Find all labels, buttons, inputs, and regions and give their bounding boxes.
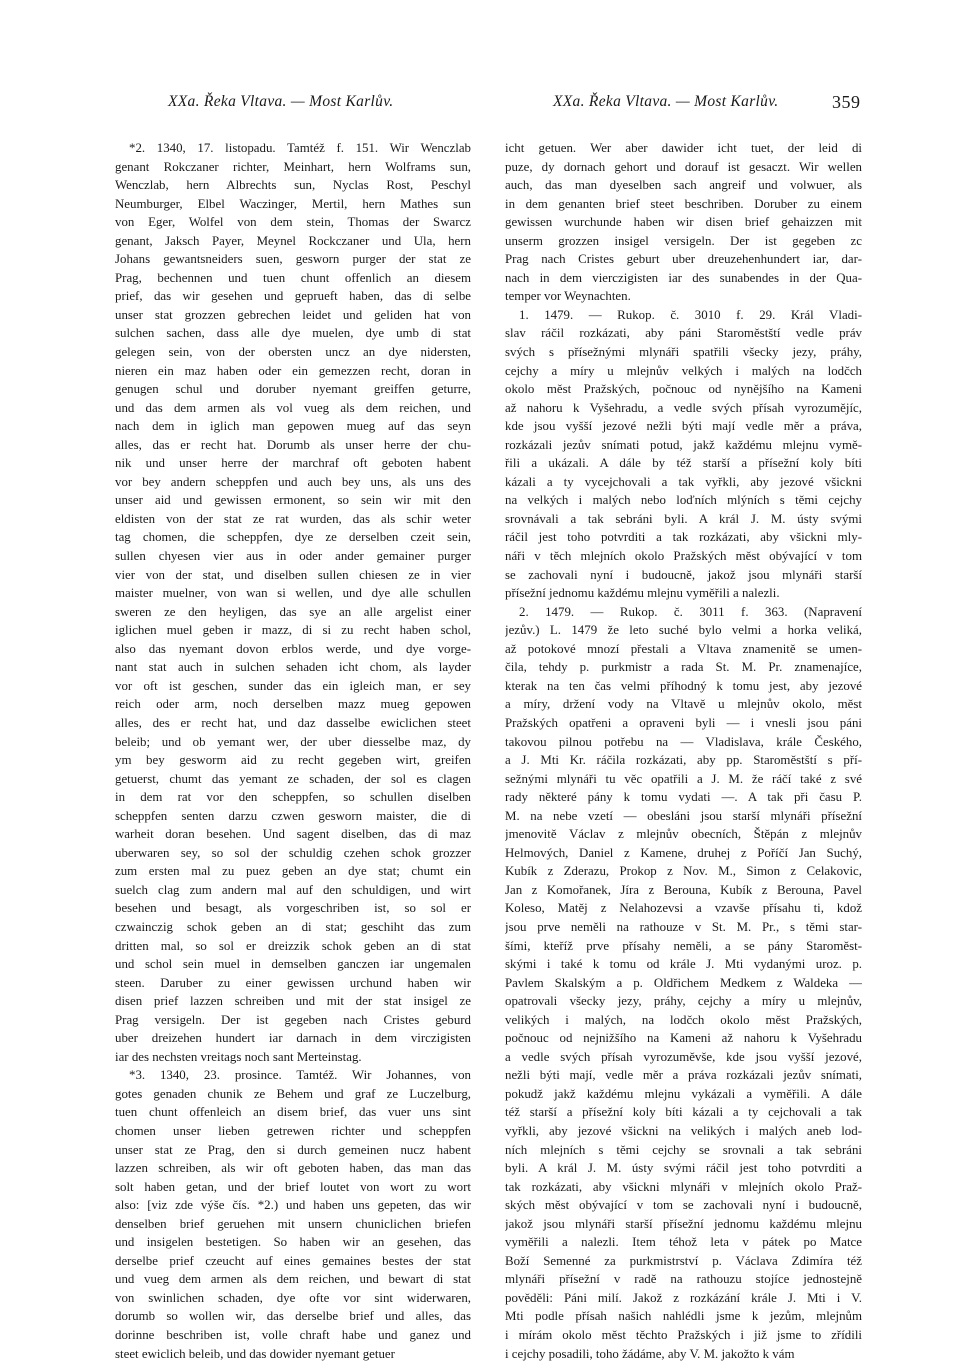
text-line: jsou prve neměli na rathouze v St. M. Pr., s těmi star- <box>505 919 862 934</box>
text-line: Pražských opatřeni a opraveni byli — i vnesli jsou páni <box>505 715 862 730</box>
text-line: ráčil jest toho potvrditi a tak rozkázati, aby všickni mly- <box>505 530 862 545</box>
text-line: ních mlejních s těmi cejchy se srovnali a tak sebráni <box>505 1142 862 1157</box>
text-line: icht getuen. Wer aber dawider icht tuet, der leid di <box>505 141 862 155</box>
text-line: Wenczlab, hern Albrechts sun, Nyclas Rost, Peschyl <box>115 178 471 193</box>
running-header-right: XXa. Řeka Vltava. — Most Karlův. <box>553 93 779 110</box>
text-line: až nahoru k Vyšehradu, a vedle svých přísah vyrozumějíc, <box>505 400 862 415</box>
text-line: nach in dem vierczigisten iar des sunabendes in der Qua- <box>505 270 862 285</box>
text-line: von Eger, Wolfel von dem stein, Thomas der Swarcz <box>115 215 471 230</box>
text-line: Kubík z Zderazu, Prokop z Nov. M., Simon z Celakovic, <box>505 864 862 879</box>
text-line: Neumburger, Elbel Waczinger, Mertil, hern Mathes sun <box>115 196 471 211</box>
text-line: a J. Mti Kr. ráčila rozkázati, aby pp. Staroměstští s pří- <box>505 753 862 768</box>
text-line: tak rozkázati, aby všickni mlynáři v mlejních okolo Praž- <box>505 1179 862 1194</box>
text-line: in dem genanten brief steet beschriben. Doruber zu einem <box>505 196 862 211</box>
text-line: ských měst obývající v tom se zachovali nyní i budoucně, <box>505 1198 862 1213</box>
text-line: takovou pilnou potřebu na — Vladislava, krále Českého, <box>505 734 862 749</box>
text-line: až potokové mnozí přestali a Vltava znamenitě se umen- <box>505 641 862 656</box>
text-line: unser aid und gewissen ermonent, so sein wir mit den <box>115 493 471 508</box>
text-line: temper vor Weynachten. <box>505 289 631 304</box>
page-number: 359 <box>832 92 861 112</box>
text-line: Koleso, Matěj z Nelahozevsi a vzavše přísahu ti, kdož <box>505 901 862 916</box>
text-line: gotes genaden chunik ze Behem und graf ze Luczelburg, <box>115 1086 471 1101</box>
text-line: rady některé pány k tomu vydati —. A tak při času P. <box>505 790 862 805</box>
text-line: chomen unser lieben getrewen richter und scheppfen <box>115 1123 471 1138</box>
text-line: jakož jsou mlynáři starší přísežní jednomu každému mlejnu <box>505 1216 862 1231</box>
text-line: sežnými mlynáři tu věc opatřili a J. M. že ráčí také z své <box>505 771 862 786</box>
text-line: Johans gewantsneiders suen, gesworn purger der stat ze <box>115 252 471 267</box>
text-line: sullen chyesen vier aus in oder ander gemainer purger <box>115 549 471 564</box>
text-line: Helmových, Daniel z Kamene, druhej z Poříčí Jan Suchý, <box>505 845 862 860</box>
text-line: alles, des er recht hat, und daz dasselbe ewiclichen steet <box>115 715 471 730</box>
text-line: počnouc od nejnižšího na Kameni až nahoru k Vyšehradu <box>505 1031 862 1046</box>
text-line: srovnávali a tak sebráni byli. A král J. M. ústy svými <box>505 511 862 526</box>
text-line: opatrovali všecky jezy, práhy, cejchy a míry u mlejnův, <box>505 994 862 1009</box>
text-line: jezův.) L. 1479 že leto suché bylo velmi a horka veliká, <box>505 623 862 638</box>
text-line: Pavlem Skalským a p. Oldřichem Medkem z Waldeka — <box>505 975 862 990</box>
text-line: rozkázali jezův snímati potud, jakž každému mlejnu vymě- <box>505 437 862 452</box>
text-line: dorumb so wollen wir, das derselbe brief und alles, das <box>115 1309 471 1324</box>
text-line: cejchy a míry u mlejnův velkých i malých na lodčch <box>505 363 862 378</box>
text-line: disen prief lazzen schreiben und mit der stat insigel ze <box>115 994 471 1009</box>
text-line: genant, Jaksch Payer, Meynel Rockczaner und Ula, hern <box>115 233 471 248</box>
text-line: se zachovali nyní i budoucně, jakož jsou mlynáři starší <box>505 567 862 582</box>
text-line: vyřkli, aby jezové všickni na velikých i malých aneb lod- <box>505 1123 862 1138</box>
right-text-column <box>505 139 862 1363</box>
text-line: Jan z Komořanek, Jíra z Berouna, Kubík z Berouna, Pavel <box>505 882 862 897</box>
text-line: genugen schul und doruber nyemant greiffen geturre, <box>115 382 471 397</box>
text-line: puze, dy dornach gehort und dorauf ist gesaczt. Wir wellen <box>505 159 862 174</box>
text-line: czwainczig schok geben an di stat; geschiht das zum <box>115 919 471 934</box>
text-line: vier von der stat, und diselben sullen chiesen ze in vier <box>115 567 471 582</box>
left-text-column <box>115 139 471 1363</box>
text-line: M. na nebe vzetí — obesláni jsou starší mlynáři přísežní <box>505 808 862 823</box>
text-line: gewissen wurchunde haben wir disen brief gehaizzen mit <box>505 215 862 230</box>
text-line: und vueg dem armen als dem reichen, und bewart di stat <box>115 1272 471 1287</box>
text-line: scheppfen senten darzu czwen gesworn maister, die di <box>115 808 471 823</box>
text-line: kde jsou vyšší jezové nežli býti mají vedle měr a práva, <box>505 419 862 434</box>
text-line: zum ersten mal zu puez geben an dye stat; chumt ein <box>115 864 471 879</box>
text-line: nant stat auch in sulchen sehaden icht chom, als layder <box>115 660 471 675</box>
text-line: gelegen sein, von der obersten uncz an dye nidersten, <box>115 345 471 360</box>
text-line: also das nyemant dovon erblos werde, und dye vorge- <box>115 641 471 656</box>
text-line: denselben brief geruehen mit unsern chuniclichen briefen <box>115 1216 471 1231</box>
text-line: kázali a ty vycejchovali a tak vyřkli, aby jezové všickni <box>505 474 862 489</box>
text-line: maister muelner, von wan si wellen, und dye alle schullen <box>115 586 471 601</box>
text-line: šími, kteříž prve přísahy neměli, a se pány Staroměst- <box>505 938 862 953</box>
text-line: von swinlichen schaden, dye ofte vor sint widerwaren, <box>115 1290 471 1305</box>
text-line: byli. A král J. M. ústy svými ráčil jest toho potvrditi a <box>505 1161 862 1176</box>
text-line: slav ráčil rozkázati, aby páni Staroměstští vedle práv <box>505 326 862 341</box>
text-line: nežli býti mají, vedle měr a práva rozkázali jezův snímati, <box>505 1068 862 1083</box>
text-line: přísežní jednomu každému mlejnu vyměřili a nalezli. <box>505 586 780 601</box>
text-line: kterak na ten čas velmi příhodný k tomu jest, aby jezové <box>505 678 862 693</box>
text-line: und insigelen bestetigen. So haben wir an gesehen, das <box>115 1235 471 1250</box>
text-line: dritten mal, so sol er dreizzik schok geben an di stat <box>115 938 471 953</box>
text-line: unser stat ze Prag, den si durch gemeinen nucz habent <box>115 1142 471 1157</box>
text-line: sulchen sachen, dass alle dye muelen, dye umb di stat <box>115 326 471 341</box>
text-line: *2. 1340, 17. listopadu. Tamtéž f. 151. Wir Wenczlab <box>129 141 471 155</box>
text-line: und schol sein muel in demselben ganczen iar ungemalen <box>115 957 471 972</box>
text-line: tuen chunt offenleich an disem brief, das vuer uns sint <box>115 1105 471 1120</box>
text-line: tag chomen, die scheppfen, dye ze derselben czeit sein, <box>115 530 471 545</box>
text-line: jmenovitě Václav z mlejnův obecních, Štěpán z mlejnův <box>505 827 862 842</box>
text-line: solt haben getan, und der brief loutet von wort zu wort <box>115 1179 471 1194</box>
text-line: steen. Daruber zu einer gewissen urchund haben wir <box>115 975 471 990</box>
text-line: a vedle svých přísah vyrozuměvše, kde jsou vyšší jezové, <box>505 1049 862 1064</box>
text-line: nach dem in iglich man gepowen mueg auf das seyn <box>115 419 471 434</box>
text-line: dorinne beschriben ist, volle chraft habe und ganez und <box>115 1328 471 1342</box>
text-line: suelch clag zum andern mal auf den schuldigen, und wirt <box>115 882 471 897</box>
text-line: iar des nechsten vreitags noch sant Merteinstag. <box>115 1049 362 1064</box>
text-line: unser stat grozzen gebrechen leidet und geliden hat von <box>115 307 471 322</box>
text-line: okolo měst Pražských, počnouc od nynějšího na Kameni <box>505 382 862 397</box>
text-line: svých s přísežnými mlynáři spatřili všecky jezy, práhy, <box>505 345 862 360</box>
text-line: steet ewiclich beleib, und das dowider nyemant getuer <box>115 1346 395 1361</box>
text-line: vor oft ist geschen, sunder das ein igleich man, er sey <box>115 678 471 693</box>
text-line: pověděli: Páni milí. Jakož z rozkázání krále J. Mti i V. <box>505 1290 862 1305</box>
text-line: na velkých i malých nebo loďních mlýních s těmi cejchy <box>505 493 862 508</box>
text-line: nik und unser herre der marchraf oft geboten habent <box>115 456 471 471</box>
running-header-left: XXa. Řeka Vltava. — Most Karlův. <box>168 93 394 110</box>
text-line: 2. 1479. — Rukop. č. 3011 f. 363. (Napravení <box>519 604 862 619</box>
text-line: beleib; und ob yemant wer, der uber diesselbe maz, dy <box>115 734 471 749</box>
text-line: též starší a přísežní koly bíti kázali a ty cejchovali a tak <box>505 1105 862 1120</box>
text-line: Boží Semenné za purkmistrství p. Václava Zdimíra též <box>505 1253 862 1268</box>
text-line: náři v těch mlejních okolo Pražských měst obývající v tom <box>505 549 862 564</box>
text-line: i mírám okolo měst těchto Pražských i již jsme to zřídili <box>505 1328 862 1342</box>
text-line: 1. 1479. — Rukop. č. 3010 f. 29. Král Vladi- <box>519 307 862 322</box>
text-line: besehen und besagt, als vorgeschriben ist, so sol er <box>115 901 471 916</box>
text-line: vor bey andern scheppfen und auch bey uns, als uns des <box>115 474 471 489</box>
text-line: řili a ukázali. A dále by též starší a přísežní koly bíti <box>505 456 862 471</box>
text-line: velikých i malých, na lodčch okolo měst Pražských, <box>505 1012 862 1027</box>
text-line: unserm grozzen insigel versigeln. Der ist gegeben zc <box>505 233 862 248</box>
text-line: ym bey gesworm aid zu recht gegeben wirt, greifen <box>115 753 471 768</box>
text-line: und das dem armen als vol vueg als dem reichen, und <box>115 400 471 415</box>
text-line: getuerst, chumt das yemant ze schaden, der sol es clagen <box>115 771 471 786</box>
text-line: reich oder arm, noch derselben mazz mueg gepowen <box>115 697 471 712</box>
text-line: i cejchy posadili, toho žádáme, aby V. M. jakožto k vám <box>505 1346 795 1361</box>
text-line: auch, das man dyeselben sach angreif und volwuer, als <box>505 178 862 193</box>
text-line: in dem rat vor den scheppfen, so schullen diselben <box>115 790 471 805</box>
text-line: eldisten von der stat ze rat wurden, das als schir weter <box>115 511 471 526</box>
text-line: Prag versigeln. Der ist gegeben nach Cristes geburd <box>115 1012 471 1027</box>
text-line: Prag nach Cristes geburt uber dreuzehenhundert iar, dar- <box>505 252 862 267</box>
text-line: Mti podle přísah našich nahlédli jsme k jezům, mlejnům <box>505 1309 862 1324</box>
text-line: derselbe prief czeucht auf eines gemaines bestes der stat <box>115 1253 471 1268</box>
text-line: warheit doran besehen. Und sagent diselben, das di maz <box>115 827 471 842</box>
text-line: nieren ein maz haben oder ein gemezzen recht, doran in <box>115 363 471 378</box>
text-line: sweren ze den heyligen, das sye an alle argelist einer <box>115 604 471 619</box>
text-line: skými i také k tomu od krále J. Mti vydanými uroz. p. <box>505 957 862 972</box>
text-line: Prag, bechennen und tuen chunt offenlich an diesem <box>115 270 471 285</box>
text-line: lazzen schreiben, als wir oft geboten haben, das man das <box>115 1161 471 1176</box>
text-line: also: [viz zde výše čís. *2.) und haben uns gepeten, das wir <box>115 1198 471 1213</box>
text-line: čila, tehdy p. purkmistr a rada St. M. Pr. znamenajíce, <box>505 660 862 675</box>
text-line: alles, das er recht hat. Dorumb als unser herre der chu- <box>115 437 471 452</box>
text-line: pokudž jakž každému mlejnu vykázali a vyměřili. A dále <box>505 1086 862 1101</box>
text-line: vyměřili a nalezli. Item téhož leta v pátek po Matce <box>505 1235 862 1250</box>
text-line: *3. 1340, 23. prosince. Tamtéž. Wir Johannes, von <box>129 1068 471 1083</box>
text-line: mlynáři přísežní v radě na rathouzu stojíce jednostejně <box>505 1272 862 1287</box>
text-line: iglichen muel geben ir mazz, di si zu recht haben schol, <box>115 623 471 638</box>
text-line: a míry, držení vody na Vltavě u mlejnův okolo, měst <box>505 697 862 712</box>
text-line: uber dreizehen hundert iar darnach in dem virczigisten <box>115 1031 471 1046</box>
text-line: uberwaren sey, so sol der schuldig czehen schok grozzer <box>115 845 471 860</box>
text-line: genant Rokczaner richter, Meinhart, hern Wolframs sun, <box>115 159 471 174</box>
text-line: prief, das wir gesehen und geprueft haben, das di selbe <box>115 289 471 304</box>
